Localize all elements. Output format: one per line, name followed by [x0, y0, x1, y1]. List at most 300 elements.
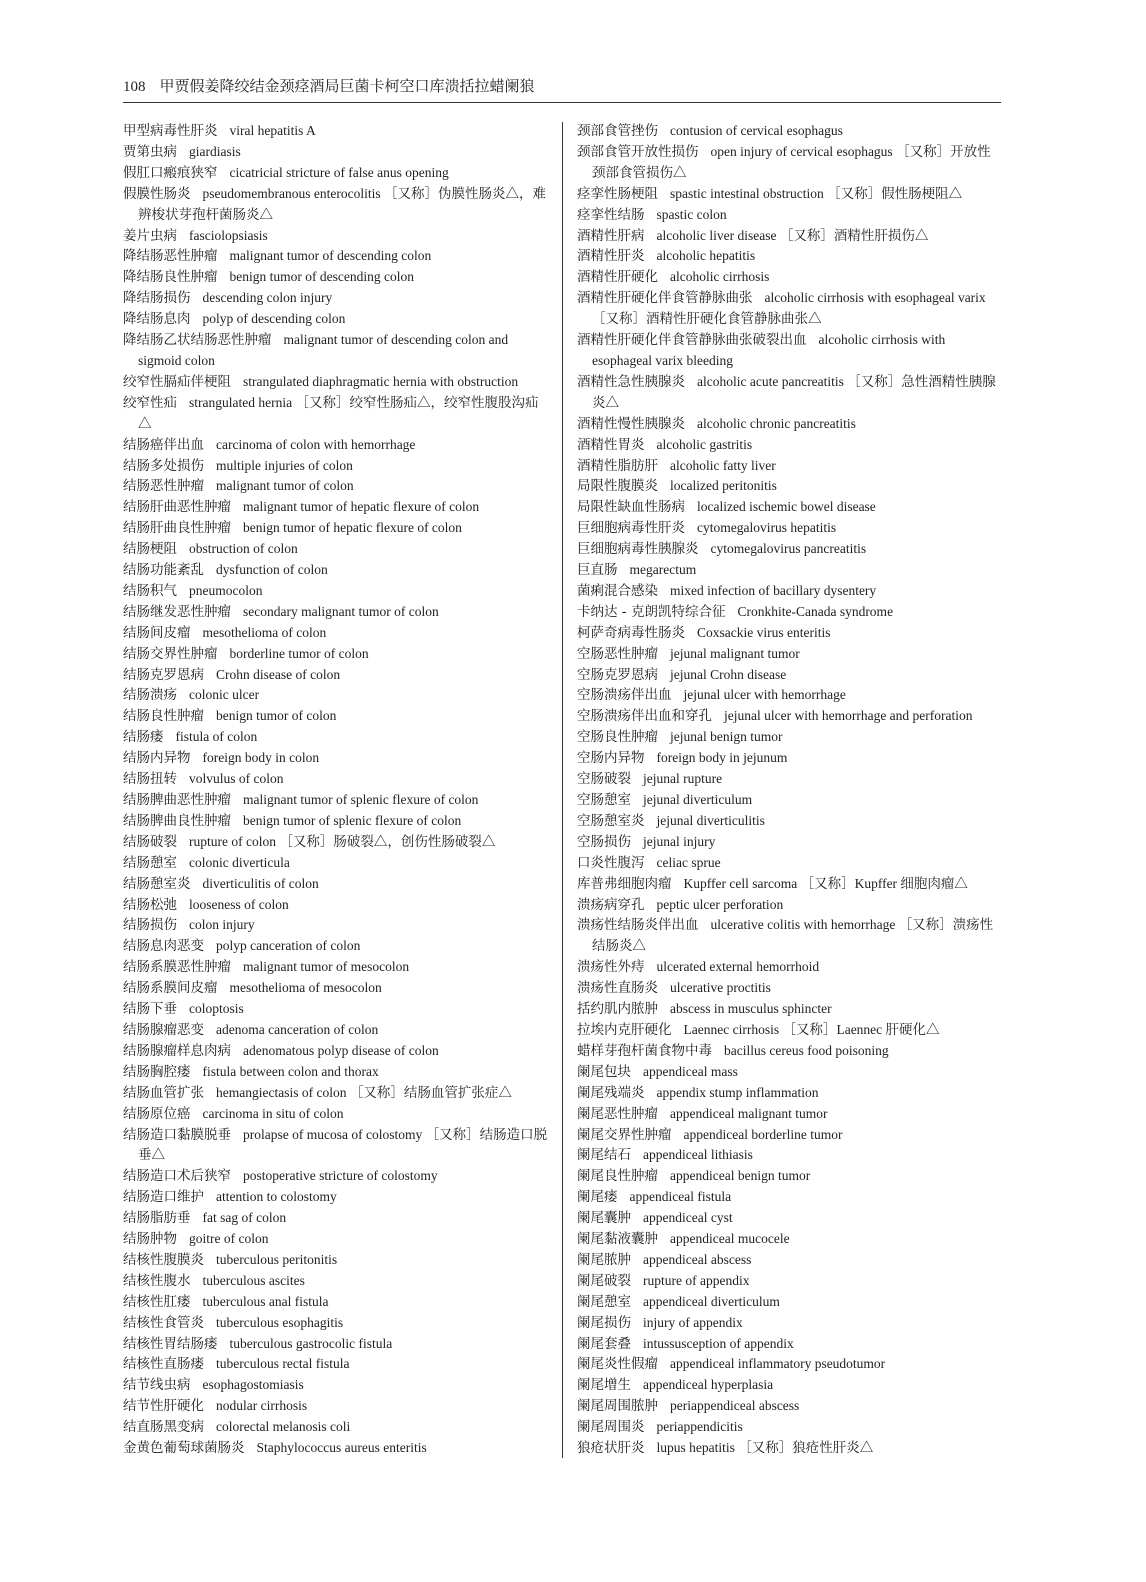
entry-chinese-term: 阑尾瘘 — [577, 1189, 618, 1206]
entry-chinese-term: 金黄色葡萄球菌肠炎 — [123, 1440, 245, 1457]
glossary-entry — [123, 790, 548, 811]
entry-chinese-term: 结肠息肉恶变 — [123, 938, 204, 955]
entry-chinese-term: 结肠松弛 — [123, 896, 177, 913]
entry-english-term: appendiceal mass — [643, 1063, 738, 1079]
entry-english-term: benign tumor of splenic flexure of colon — [243, 812, 462, 828]
entry-english-term: carcinoma in situ of colon — [202, 1105, 344, 1121]
entry-english-term: Coxsackie virus enteritis — [697, 624, 831, 640]
entry-english-term: malignant tumor of mesocolon — [243, 959, 410, 975]
glossary-entry — [123, 748, 548, 769]
entry-english-term: spastic colon — [656, 206, 727, 222]
glossary-entry — [123, 999, 548, 1020]
entry-chinese-term: 结肠血管扩张 — [123, 1084, 204, 1101]
glossary-entry — [577, 1438, 1002, 1459]
entry-english-term: alcoholic gastritis — [656, 436, 753, 452]
glossary-entry — [123, 1417, 548, 1438]
entry-english-term: jejunal rupture — [643, 771, 723, 787]
glossary-entry — [123, 1271, 548, 1292]
entry-english-term: Crohn disease of colon — [216, 666, 341, 682]
entry-chinese-term: 结肠胸腔瘘 — [123, 1063, 191, 1080]
entry-chinese-term: 酒精性肝病 — [577, 227, 645, 244]
entry-chinese-term: 结肠系膜恶性肿瘤 — [123, 959, 231, 976]
entry-chinese-term: 空肠憩室 — [577, 792, 631, 808]
glossary-entry — [577, 1041, 1002, 1062]
entry-chinese-term: 结肠瘘 — [123, 729, 164, 746]
glossary-entry — [123, 602, 548, 623]
entry-english-term: alcoholic fatty liver — [670, 457, 776, 473]
glossary-entry — [577, 1229, 1002, 1250]
glossary-entry — [123, 435, 548, 456]
entry-english-term: rupture of appendix — [643, 1272, 750, 1288]
glossary-entry — [577, 1125, 1002, 1146]
glossary-entry — [123, 309, 548, 330]
entry-chinese-term: 卡纳达 - 克朗凯特综合征 — [577, 603, 726, 620]
glossary-entry — [577, 1313, 1002, 1334]
entry-english-term: descending colon injury — [202, 290, 333, 306]
entry-english-term: periappendicitis — [656, 1419, 743, 1435]
entry-chinese-term: 结核性腹水 — [123, 1272, 191, 1289]
entry-english-term: pseudomembranous enterocolitis ［又称］伪膜性肠炎△，难辨梭状芽孢杆菌肠炎△ — [138, 185, 546, 222]
entry-english-term: Laennec cirrhosis ［又称］Laennec 肝硬化△ — [683, 1021, 940, 1037]
entry-english-term: malignant tumor of splenic flexure of colon — [243, 792, 479, 807]
entry-chinese-term: 蜡样芽孢杆菌食物中毒 — [577, 1042, 712, 1059]
entry-chinese-term: 局限性缺血性肠病 — [577, 499, 685, 516]
entry-chinese-term: 柯萨奇病毒性肠炎 — [577, 624, 685, 641]
entry-chinese-term: 酒精性急性胰腺炎 — [577, 373, 685, 390]
entry-english-term: appendiceal inflammatory pseudotumor — [670, 1356, 886, 1372]
glossary-entry — [577, 706, 1002, 727]
entry-chinese-term: 阑尾黏液囊肿 — [577, 1231, 658, 1248]
glossary-entry — [577, 1292, 1002, 1313]
glossary-entry — [577, 267, 1002, 288]
entry-english-term: peptic ulcer perforation — [656, 896, 784, 912]
glossary-entry — [577, 184, 1002, 205]
glossary-entry — [577, 1250, 1002, 1271]
entry-english-term: appendiceal hyperplasia — [643, 1377, 774, 1393]
entry-chinese-term: 溃疡性外痔 — [577, 959, 645, 976]
entry-chinese-term: 口炎性腹泻 — [577, 854, 645, 871]
entry-english-term: appendiceal lithiasis — [643, 1147, 753, 1163]
entry-english-term: goitre of colon — [189, 1231, 269, 1247]
entry-chinese-term: 阑尾损伤 — [577, 1314, 631, 1331]
glossary-entry — [123, 1083, 548, 1104]
entry-chinese-term: 酒精性肝炎 — [577, 248, 645, 265]
entry-english-term: ulcerative colitis with hemorrhage ［又称］溃疡性结肠炎△ — [592, 917, 994, 954]
entry-chinese-term: 局限性腹膜炎 — [577, 478, 658, 495]
glossary-entry — [123, 769, 548, 790]
entry-chinese-term: 括约肌内脓肿 — [577, 1001, 658, 1018]
glossary-entry — [123, 874, 548, 895]
entry-chinese-term: 溃疡性直肠炎 — [577, 980, 658, 997]
entry-chinese-term: 假膜性肠炎 — [123, 185, 191, 202]
glossary-entry — [123, 330, 548, 372]
glossary-entry — [577, 1020, 1002, 1041]
glossary-entry — [123, 288, 548, 309]
entry-chinese-term: 结肠腺瘤样息肉病 — [123, 1042, 231, 1059]
entry-english-term: benign tumor of descending colon — [229, 269, 414, 285]
glossary-entry — [123, 727, 548, 748]
entry-chinese-term: 结肠腺瘤恶变 — [123, 1021, 204, 1038]
entry-chinese-term: 阑尾破裂 — [577, 1272, 631, 1289]
glossary-entry — [577, 978, 1002, 999]
glossary-entry — [577, 1104, 1002, 1125]
glossary-entry — [577, 957, 1002, 978]
entry-chinese-term: 阑尾交界性肿瘤 — [577, 1126, 672, 1143]
entry-chinese-term: 拉埃内克肝硬化 — [577, 1021, 672, 1038]
glossary-entry — [123, 665, 548, 686]
entry-chinese-term: 贾第虫病 — [123, 143, 177, 160]
entry-chinese-term: 空肠憩室炎 — [577, 812, 645, 829]
entry-english-term: dysfunction of colon — [216, 562, 328, 578]
glossary-entry — [577, 1375, 1002, 1396]
entry-chinese-term: 结直肠黑变病 — [123, 1419, 204, 1436]
entry-english-term: esophagostomiasis — [202, 1377, 304, 1393]
glossary-entry — [577, 1083, 1002, 1104]
glossary-entry — [577, 853, 1002, 874]
glossary-entry — [123, 1292, 548, 1313]
entry-chinese-term: 酒精性肝硬化伴食管静脉曲张破裂出血 — [577, 332, 807, 349]
glossary-entry — [577, 414, 1002, 435]
glossary-entry — [123, 706, 548, 727]
entry-chinese-term: 痉挛性结肠 — [577, 206, 645, 223]
entry-english-term: jejunal diverticulum — [643, 792, 753, 807]
glossary-entry — [577, 560, 1002, 581]
glossary-entry — [123, 267, 548, 288]
entry-english-term: mesothelioma of colon — [202, 624, 327, 640]
page-title: 甲贾假姜降绞结金颈痉酒局巨菌卡柯空口库溃括拉蜡阑狼 — [159, 79, 535, 95]
entry-english-term: cytomegalovirus pancreatitis — [710, 541, 867, 557]
entry-chinese-term: 甲型病毒性肝炎 — [123, 123, 218, 139]
entry-chinese-term: 结肠内异物 — [123, 750, 191, 767]
entry-chinese-term: 狼疮状肝炎 — [577, 1440, 645, 1457]
entry-english-term: looseness of colon — [189, 896, 289, 912]
column-divider — [562, 122, 563, 1458]
entry-english-term: jejunal diverticulitis — [656, 812, 765, 828]
entry-chinese-term: 假肛口瘢痕狭窄 — [123, 164, 218, 181]
entry-chinese-term: 结肠癌伴出血 — [123, 436, 204, 453]
entry-chinese-term: 结核性胃结肠瘘 — [123, 1335, 218, 1352]
entry-chinese-term: 巨细胞病毒性胰腺炎 — [577, 541, 699, 558]
glossary-entry — [123, 915, 548, 936]
glossary-entry — [123, 1229, 548, 1250]
entry-chinese-term: 溃疡病穿孔 — [577, 896, 645, 913]
entry-chinese-term: 酒精性脂肪肝 — [577, 457, 658, 474]
entry-english-term: spastic intestinal obstruction ［又称］假性肠梗阻△ — [670, 185, 963, 201]
entry-english-term: benign tumor of hepatic flexure of colon — [243, 520, 462, 536]
entry-chinese-term: 阑尾周围炎 — [577, 1419, 645, 1436]
entry-english-term: fistula of colon — [175, 729, 258, 745]
entry-english-term: colorectal melanosis coli — [216, 1419, 351, 1435]
entry-english-term: tuberculous peritonitis — [216, 1251, 338, 1267]
entry-chinese-term: 降结肠损伤 — [123, 290, 191, 307]
entry-english-term: adenoma canceration of colon — [216, 1021, 379, 1037]
entry-english-term: tuberculous anal fistula — [202, 1293, 329, 1309]
entry-chinese-term: 空肠溃疡伴出血 — [577, 687, 672, 704]
entry-english-term: Cronkhite-Canada syndrome — [737, 603, 894, 619]
glossary-entry — [123, 476, 548, 497]
entry-english-term: periappendiceal abscess — [670, 1398, 800, 1414]
glossary-entry — [577, 518, 1002, 539]
entry-english-term: multiple injuries of colon — [216, 457, 353, 473]
entry-chinese-term: 结肠肝曲良性肿瘤 — [123, 520, 231, 537]
entry-english-term: polyp canceration of colon — [216, 938, 361, 954]
entry-chinese-term: 结肠造口术后狭窄 — [123, 1168, 231, 1185]
entry-english-term: contusion of cervical esophagus — [670, 123, 843, 138]
glossary-entry — [123, 393, 548, 435]
glossary-entry — [123, 1354, 548, 1375]
entry-chinese-term: 绞窄性膈疝伴梗阻 — [123, 373, 231, 390]
entry-chinese-term: 结节性肝硬化 — [123, 1398, 204, 1415]
glossary-entry — [577, 623, 1002, 644]
entry-english-term: Staphylococcus aureus enteritis — [256, 1440, 427, 1456]
glossary-entry — [123, 811, 548, 832]
entry-english-term: pneumocolon — [189, 582, 263, 598]
glossary-entry — [123, 936, 548, 957]
glossary-entry — [123, 163, 548, 184]
entry-chinese-term: 结肠扭转 — [123, 771, 177, 788]
glossary-entry — [577, 811, 1002, 832]
glossary-entry — [123, 539, 548, 560]
glossary-entry — [123, 978, 548, 999]
glossary-entry — [123, 1438, 548, 1459]
entry-chinese-term: 结肠恶性肿瘤 — [123, 478, 204, 495]
entry-english-term: carcinoma of colon with hemorrhage — [216, 436, 416, 452]
entry-english-term: hemangiectasis of colon ［又称］结肠血管扩张症△ — [216, 1084, 512, 1100]
entry-chinese-term: 空肠破裂 — [577, 771, 631, 788]
entry-chinese-term: 空肠恶性肿瘤 — [577, 645, 658, 662]
entry-english-term: giardiasis — [189, 143, 241, 159]
glossary-entry — [123, 1334, 548, 1355]
entry-chinese-term: 结核性肛瘘 — [123, 1293, 191, 1310]
entry-english-term: malignant tumor of hepatic flexure of colon — [243, 499, 480, 515]
entry-english-term: alcoholic chronic pancreatitis — [697, 415, 856, 431]
entry-english-term: alcoholic cirrhosis — [670, 269, 770, 285]
glossary-entry — [577, 874, 1002, 895]
glossary-entry — [577, 1334, 1002, 1355]
entry-english-term: intussusception of appendix — [643, 1335, 794, 1351]
entry-chinese-term: 降结肠良性肿瘤 — [123, 269, 218, 286]
entry-chinese-term: 结肠多处损伤 — [123, 457, 204, 474]
glossary-entry — [577, 999, 1002, 1020]
entry-chinese-term: 结肠功能紊乱 — [123, 562, 204, 579]
entry-english-term: appendiceal fistula — [629, 1189, 732, 1205]
entry-chinese-term: 结肠梗阻 — [123, 541, 177, 558]
entry-chinese-term: 降结肠乙状结肠恶性肿瘤 — [123, 332, 272, 349]
entry-english-term: cicatricial stricture of false anus opening — [229, 164, 449, 180]
glossary-entry — [577, 1062, 1002, 1083]
glossary-entry — [577, 1187, 1002, 1208]
glossary-entry — [577, 330, 1002, 372]
entry-chinese-term: 空肠克罗恩病 — [577, 666, 658, 683]
glossary-entry — [577, 769, 1002, 790]
entry-english-term: benign tumor of colon — [216, 708, 337, 724]
glossary-entry — [577, 456, 1002, 477]
entry-english-term: polyp of descending colon — [202, 311, 346, 327]
entry-chinese-term: 结肠憩室 — [123, 854, 177, 871]
entry-english-term: strangulated hernia ［又称］绞窄性肠疝△，绞窄性腹股沟疝△ — [138, 394, 539, 431]
glossary-entry — [123, 1250, 548, 1271]
entry-english-term: foreign body in jejunum — [656, 750, 788, 766]
glossary-entry — [577, 1166, 1002, 1187]
entry-chinese-term: 结肠造口黏膜脱垂 — [123, 1126, 231, 1143]
glossary-entry — [123, 456, 548, 477]
entry-english-term: malignant tumor of descending colon — [229, 248, 432, 264]
glossary-entry — [577, 748, 1002, 769]
glossary-entry — [577, 372, 1002, 414]
entry-chinese-term: 结肠脂肪垂 — [123, 1210, 191, 1227]
entry-chinese-term: 结肠原位癌 — [123, 1105, 191, 1122]
glossary-entry — [577, 1354, 1002, 1375]
entry-chinese-term: 结肠损伤 — [123, 917, 177, 934]
glossary-entry — [577, 121, 1002, 142]
glossary-entry — [123, 226, 548, 247]
entry-chinese-term: 结核性直肠瘘 — [123, 1356, 204, 1373]
entry-english-term: injury of appendix — [643, 1314, 743, 1330]
glossary-entry — [577, 476, 1002, 497]
entry-english-term: colon injury — [189, 917, 255, 933]
entry-chinese-term: 结肠继发恶性肿瘤 — [123, 603, 231, 620]
glossary-entry — [577, 1145, 1002, 1166]
entry-english-term: attention to colostomy — [216, 1189, 337, 1205]
glossary-entry — [123, 518, 548, 539]
entry-english-term: ulcerative proctitis — [670, 980, 771, 996]
glossary-entry — [123, 1125, 548, 1167]
glossary-entry — [577, 665, 1002, 686]
glossary-entry — [577, 685, 1002, 706]
glossary-entry — [123, 1187, 548, 1208]
entry-english-term: alcoholic cirrhosis with esophageal varix ［又称］酒精性肝硬化食管静脉曲张△ — [592, 290, 986, 327]
glossary-entry — [123, 1313, 548, 1334]
entry-english-term: celiac sprue — [656, 854, 721, 870]
glossary-entry — [123, 372, 548, 393]
glossary-entry — [123, 1166, 548, 1187]
glossary-entry — [577, 497, 1002, 518]
entry-chinese-term: 结肠破裂 — [123, 833, 177, 850]
entry-english-term: strangulated diaphragmatic hernia with obstruction — [243, 373, 519, 389]
entry-english-term: tuberculous esophagitis — [216, 1314, 344, 1330]
glossary-entry — [123, 581, 548, 602]
entry-chinese-term: 阑尾炎性假瘤 — [577, 1356, 658, 1373]
entry-chinese-term: 阑尾结石 — [577, 1147, 631, 1164]
entry-chinese-term: 酒精性慢性胰腺炎 — [577, 415, 685, 432]
entry-chinese-term: 颈部食管开放性损伤 — [577, 143, 699, 160]
entry-english-term: bacillus cereus food poisoning — [724, 1042, 889, 1058]
entry-chinese-term: 空肠良性肿瘤 — [577, 729, 658, 746]
entry-chinese-term: 结肠下垂 — [123, 1001, 177, 1018]
entry-english-term: colonic ulcer — [189, 687, 260, 703]
right-column — [577, 121, 1002, 1459]
entry-chinese-term: 结肠溃疡 — [123, 687, 177, 704]
entry-english-term: appendiceal diverticulum — [643, 1293, 780, 1309]
glossary-entry — [577, 539, 1002, 560]
entry-chinese-term: 结肠肝曲恶性肿瘤 — [123, 499, 231, 516]
entry-chinese-term: 结肠脾曲良性肿瘤 — [123, 812, 231, 829]
entry-chinese-term: 阑尾囊肿 — [577, 1210, 631, 1227]
glossary-entry — [123, 1062, 548, 1083]
entry-chinese-term: 结核性食管炎 — [123, 1314, 204, 1331]
entry-chinese-term: 阑尾套叠 — [577, 1335, 631, 1352]
glossary-entry — [577, 205, 1002, 226]
glossary-entry — [577, 246, 1002, 267]
entry-chinese-term: 结肠良性肿瘤 — [123, 708, 204, 725]
entry-chinese-term: 库普弗细胞肉瘤 — [577, 875, 672, 892]
entry-english-term: jejunal ulcer with hemorrhage and perforation — [724, 708, 973, 724]
glossary-entry — [577, 435, 1002, 456]
entry-english-term: mesothelioma of mesocolon — [229, 980, 382, 996]
entry-chinese-term: 阑尾恶性肿瘤 — [577, 1105, 658, 1122]
entry-english-term: localized ischemic bowel disease — [697, 499, 876, 515]
glossary-entry — [577, 1271, 1002, 1292]
entry-chinese-term: 结肠克罗恩病 — [123, 666, 204, 683]
entry-english-term: jejunal injury — [643, 833, 716, 849]
entry-english-term: open injury of cervical esophagus ［又称］开放性颈部食管损伤△ — [592, 143, 991, 180]
entry-chinese-term: 绞窄性疝 — [123, 394, 177, 411]
entry-english-term: fat sag of colon — [202, 1210, 287, 1226]
entry-chinese-term: 空肠溃疡伴出血和穿孔 — [577, 708, 712, 725]
entry-english-term: diverticulitis of colon — [202, 875, 319, 891]
entry-english-term: postoperative stricture of colostomy — [243, 1168, 438, 1184]
entry-english-term: jejunal malignant tumor — [670, 645, 800, 661]
glossary-entry — [123, 832, 548, 853]
glossary-entry — [123, 853, 548, 874]
entry-english-term: coloptosis — [189, 1001, 244, 1017]
glossary-entry — [123, 121, 548, 142]
glossary-entry — [123, 184, 548, 226]
glossary-entry — [123, 1041, 548, 1062]
entry-english-term: cytomegalovirus hepatitis — [697, 520, 837, 536]
glossary-entry — [123, 142, 548, 163]
entry-chinese-term: 巨细胞病毒性肝炎 — [577, 520, 685, 537]
glossary-entry — [577, 644, 1002, 665]
entry-english-term: volvulus of colon — [189, 771, 284, 787]
entry-chinese-term: 酒精性肝硬化伴食管静脉曲张 — [577, 290, 753, 307]
entry-chinese-term: 结核性腹膜炎 — [123, 1251, 204, 1268]
entry-chinese-term: 酒精性肝硬化 — [577, 269, 658, 286]
glossary-entry — [123, 1020, 548, 1041]
entry-chinese-term: 酒精性胃炎 — [577, 436, 645, 453]
left-column — [123, 121, 548, 1459]
entry-english-term: alcoholic acute pancreatitis ［又称］急性酒精性胰腺炎△ — [592, 373, 996, 410]
glossary-entry — [123, 895, 548, 916]
entry-chinese-term: 结肠间皮瘤 — [123, 624, 191, 641]
entry-english-term: ulcerated external hemorrhoid — [656, 959, 820, 975]
entry-chinese-term: 结肠肿物 — [123, 1231, 177, 1248]
entry-english-term: jejunal ulcer with hemorrhage — [683, 687, 846, 703]
entry-english-term: rupture of colon ［又称］肠破裂△，创伤性肠破裂△ — [189, 833, 496, 849]
entry-chinese-term: 阑尾憩室 — [577, 1293, 631, 1310]
glossary-entry — [123, 1396, 548, 1417]
glossary-entry — [577, 1417, 1002, 1438]
entry-english-term: tuberculous gastrocolic fistula — [229, 1335, 393, 1351]
entry-english-term: alcoholic liver disease ［又称］酒精性肝损伤△ — [656, 227, 929, 243]
entry-english-term: alcoholic cirrhosis with esophageal varix bleeding — [592, 332, 946, 368]
entry-chinese-term: 巨直肠 — [577, 562, 618, 579]
entry-english-term: foreign body in colon — [202, 750, 320, 766]
entry-english-term: appendiceal borderline tumor — [683, 1126, 843, 1142]
entry-english-term: localized peritonitis — [670, 478, 777, 494]
entry-english-term: obstruction of colon — [189, 541, 298, 557]
entry-english-term: prolapse of mucosa of colostomy ［又称］结肠造口脱垂△ — [138, 1126, 548, 1163]
entry-chinese-term: 空肠损伤 — [577, 833, 631, 850]
entry-english-term: nodular cirrhosis — [216, 1398, 308, 1414]
entry-english-term: appendiceal mucocele — [670, 1231, 790, 1247]
glossary-entry — [123, 246, 548, 267]
glossary-entry — [577, 727, 1002, 748]
entry-chinese-term: 菌痢混合感染 — [577, 582, 658, 599]
entry-chinese-term: 阑尾残端炎 — [577, 1084, 645, 1101]
entry-english-term: tuberculous rectal fistula — [216, 1356, 350, 1372]
entry-english-term: adenomatous polyp disease of colon — [243, 1042, 439, 1058]
